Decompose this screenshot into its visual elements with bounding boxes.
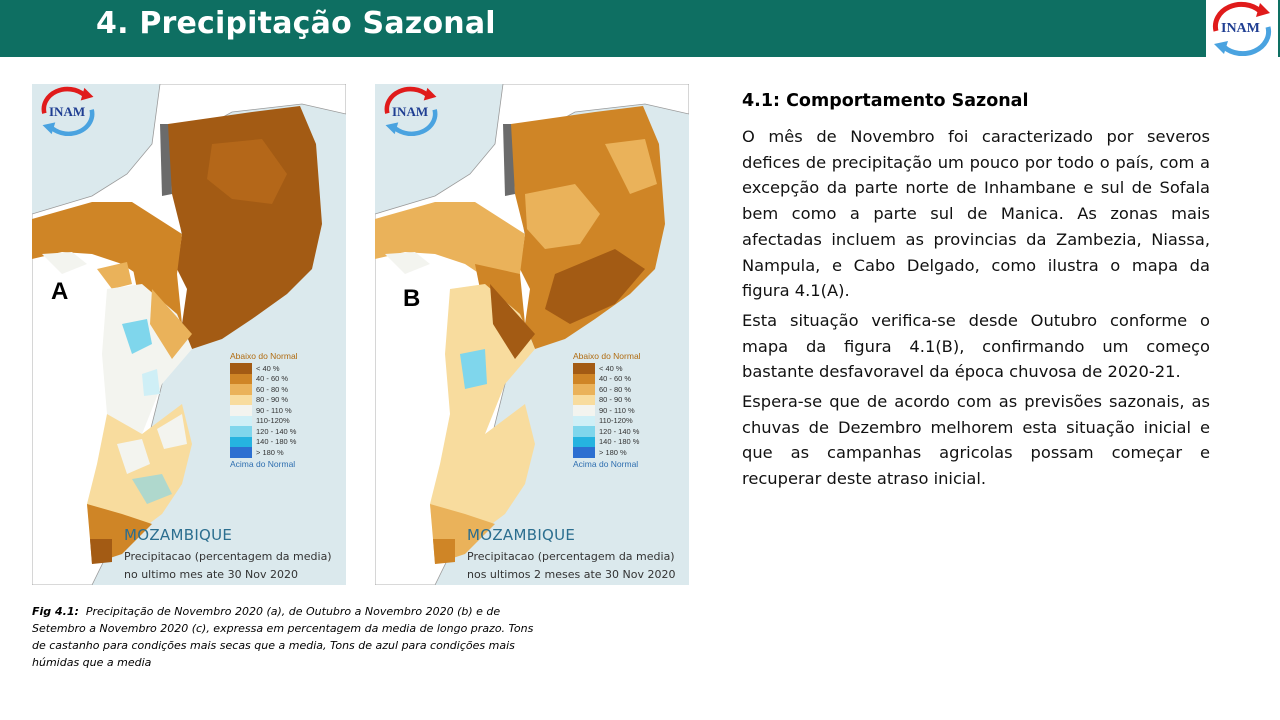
logo-text: INAM: [1221, 21, 1260, 36]
legend-swatch: [230, 405, 252, 416]
legend-swatch: [230, 437, 252, 448]
map-letter-b: B: [403, 285, 421, 312]
map-caption-line1: Precipitacao (percentagem da media): [124, 550, 332, 563]
legend-item: [230, 374, 298, 385]
legend-item: [573, 395, 641, 406]
legend-item: [573, 374, 641, 385]
legend-foot: Acima do Normal: [573, 458, 639, 469]
legend-label: 120 - 140 %: [599, 426, 640, 436]
map-panel-a: [32, 84, 346, 585]
legend-swatch: [573, 395, 595, 406]
country-label: MOZAMBIQUE: [124, 526, 233, 544]
legend-b: [573, 351, 641, 469]
legend-label: < 40 %: [256, 363, 280, 373]
figure-caption-text: Precipitação de Novembro 2020 (a), de Outubro a Novembro 2020 (b) e de Setembro a Novembro 2020 (c), expressa em percentagem da media de longo prazo. Tons de castanho para condições mais secas que a media, Tons de azul para condições mais húmidas que a media: [32, 605, 534, 669]
legend-swatch: [230, 363, 252, 374]
legend-foot: Acima do Normal: [230, 458, 296, 469]
legend-item: [573, 437, 641, 448]
legend-head: Abaixo do Normal: [230, 351, 298, 361]
inam-logo-icon: [1208, 1, 1276, 56]
section-heading: 4.1: Comportamento Sazonal: [742, 91, 1029, 111]
legend-label: 140 - 180 %: [256, 437, 297, 447]
map-panel-b: [375, 84, 689, 585]
legend-swatch: [573, 363, 595, 374]
figure-caption: Fig 4.1: Precipitação de Novembro 2020 (a), de Outubro a Novembro 2020 (b) e de Setembro a Novembro 2020 (c), expressa em percentagem da media de longo prazo. Tons de castanho para condições mais secas que a media, Tons de azul para condições mais húmidas que a media: [32, 605, 534, 669]
legend-swatch: [573, 447, 595, 458]
map-logo-text: INAM: [49, 104, 86, 119]
legend-label: 140 - 180 %: [599, 437, 640, 447]
legend-swatch: [230, 416, 252, 427]
mozambique-map-b: [375, 84, 689, 585]
legend-item: [573, 447, 641, 458]
legend-rows: [573, 363, 641, 458]
map-caption-line2: no ultimo mes ate 30 Nov 2020: [124, 568, 299, 581]
legend-label: 80 - 90 %: [256, 395, 289, 405]
legend-item: [230, 426, 298, 437]
legend-label: 60 - 80 %: [256, 384, 289, 394]
legend-label: 110-120%: [599, 416, 633, 426]
legend-item: [573, 416, 641, 427]
legend-item: [230, 384, 298, 395]
legend-swatch: [573, 374, 595, 385]
mozambique-map-a: [32, 84, 346, 585]
legend-label: 90 - 110 %: [599, 405, 635, 415]
legend-label: > 180 %: [599, 447, 627, 457]
map-logo-text: INAM: [392, 104, 429, 119]
legend-label: 90 - 110 %: [256, 405, 292, 415]
legend-item: [573, 426, 641, 437]
legend-item: [230, 447, 298, 458]
legend-item: [230, 363, 298, 374]
legend-item: [573, 384, 641, 395]
legend-swatch: [230, 426, 252, 437]
paragraph-3: Espera-se que de acordo com as previsões sazonais, as chuvas de Dezembro melhorem esta situação inicial e que as campanhas agricolas possam começar e recuperar deste atraso inicial.: [742, 392, 1210, 489]
legend-label: 80 - 90 %: [599, 395, 632, 405]
legend-label: 110-120%: [256, 416, 290, 426]
country-label: MOZAMBIQUE: [467, 526, 576, 544]
page-title: 4. Precipitação Sazonal: [96, 6, 496, 41]
map-caption-line1: Precipitacao (percentagem da media): [467, 550, 675, 563]
legend-label: < 40 %: [599, 363, 623, 373]
legend-swatch: [230, 447, 252, 458]
map-letter-a: A: [51, 278, 69, 305]
legend-item: [230, 437, 298, 448]
legend-swatch: [573, 405, 595, 416]
legend-item: [573, 363, 641, 374]
legend-swatch: [230, 374, 252, 385]
legend-label: 60 - 80 %: [599, 384, 632, 394]
inam-map-logo-icon: [36, 86, 100, 136]
legend-swatch: [230, 384, 252, 395]
legend-item: [230, 395, 298, 406]
legend-label: 120 - 140 %: [256, 426, 297, 436]
legend-swatch: [230, 395, 252, 406]
legend-swatch: [573, 416, 595, 427]
legend-rows: [230, 363, 298, 458]
legend-swatch: [573, 426, 595, 437]
paragraph-2: Esta situação verifica-se desde Outubro conforme o mapa da figura 4.1(B), confirmando um começo bastante desfavoravel da época chuvosa de 2020-21.: [742, 311, 1210, 382]
paragraph-1: O mês de Novembro foi caracterizado por severos defices de precipitação um pouco por todo o país, com a excepção da parte norte de Inhambane e sul de Sofala bem como a parte sul de Manica. As zonas mais afectadas incluem as provincias da Zambezia, Niassa, Nampula, e Cabo Delgado, como ilustra o mapa da figura 4.1(A).: [742, 127, 1210, 301]
legend-label: 40 - 60 %: [599, 374, 632, 384]
legend-item: [230, 416, 298, 427]
map-caption-line2: nos ultimos 2 meses ate 30 Nov 2020: [467, 568, 676, 581]
header-logo: [1206, 0, 1278, 57]
legend-swatch: [573, 384, 595, 395]
figure-caption-label: Fig 4.1: [32, 605, 75, 618]
legend-item: [573, 405, 641, 416]
legend-item: [230, 405, 298, 416]
inam-map-logo-icon: [379, 86, 443, 136]
legend-label: > 180 %: [256, 447, 284, 457]
legend-swatch: [573, 437, 595, 448]
legend-a: [230, 351, 298, 469]
legend-label: 40 - 60 %: [256, 374, 289, 384]
legend-head: Abaixo do Normal: [573, 351, 641, 361]
